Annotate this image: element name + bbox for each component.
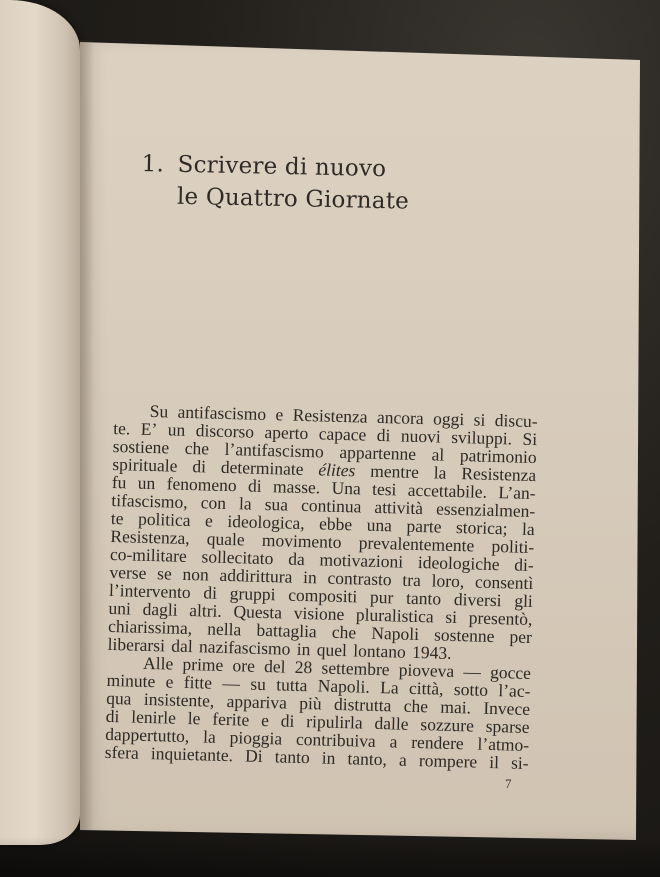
word: si: [473, 409, 486, 430]
word: determinate: [220, 456, 304, 479]
word: gruppi: [229, 583, 276, 605]
word: Resistenza,: [110, 525, 190, 549]
word: prevalentemente: [358, 532, 475, 556]
word: presentò,: [468, 607, 533, 630]
word: e: [275, 404, 284, 425]
word: Invece: [483, 697, 531, 719]
word: visione: [293, 602, 345, 625]
word: settembre: [321, 657, 390, 680]
word: Una: [331, 477, 362, 499]
word: gocce: [489, 661, 532, 684]
chapter-number: 1.: [141, 150, 165, 178]
word: un: [167, 419, 186, 440]
word: si-: [510, 752, 529, 773]
word: tra: [402, 569, 422, 591]
word: sfera: [104, 741, 140, 763]
word: Di: [244, 745, 263, 767]
body-text: [105, 401, 538, 772]
word: Su: [149, 400, 169, 422]
word: di: [247, 475, 262, 496]
chapter-heading: [141, 148, 410, 218]
word: continua: [300, 494, 362, 517]
word: che: [331, 621, 357, 643]
word: Napoli: [371, 622, 420, 645]
word: ancora: [376, 406, 424, 429]
chapter-heading-line-2: [141, 180, 410, 218]
word: tifascismo,: [111, 489, 188, 512]
word: sparse: [485, 715, 530, 737]
word: lenirle: [130, 706, 177, 728]
word: ideologiche: [417, 552, 500, 575]
word: storica;: [455, 516, 508, 539]
word: di: [105, 705, 120, 727]
word: ideologica,: [227, 511, 305, 534]
word: inquietante.: [150, 743, 234, 766]
word: Resistenza: [292, 404, 368, 427]
word: che: [184, 437, 210, 459]
page-number: 7: [505, 776, 512, 791]
word: patrimonio: [459, 445, 537, 468]
word: la: [238, 493, 252, 514]
word: la: [433, 462, 447, 483]
word: liberarsi: [107, 633, 172, 656]
word: tanto,: [347, 748, 388, 770]
word: oggi: [432, 408, 465, 430]
bottom-shadow: [0, 837, 660, 877]
word: in: [302, 567, 318, 588]
word: tanto: [274, 746, 310, 768]
word: pluralistica: [355, 604, 434, 627]
word: —: [222, 672, 241, 694]
word: da: [287, 548, 306, 570]
word: Resistenza: [461, 463, 537, 486]
word: qua: [105, 687, 132, 709]
word: mai.: [440, 696, 472, 718]
word: E’: [140, 418, 158, 440]
word: minute: [106, 669, 156, 692]
word: Si: [522, 428, 538, 450]
word: la: [521, 518, 535, 540]
word: accettabile.: [407, 479, 488, 502]
word: essenzialmen-: [435, 498, 536, 522]
word: ebbe: [318, 513, 353, 535]
word: l’ac-: [498, 680, 531, 701]
word: sostenne: [433, 624, 495, 647]
word: appartenne: [339, 441, 417, 464]
word: pur: [369, 586, 394, 608]
word: fenomeno: [166, 473, 237, 496]
word: sostiene: [112, 435, 170, 458]
word: chiarissima,: [107, 615, 193, 639]
word: di-: [514, 554, 535, 576]
word: aperto: [264, 421, 309, 444]
word: antifascismo: [177, 401, 267, 424]
word: a: [398, 749, 408, 770]
word: sviluppi.: [450, 426, 513, 449]
word: diversi: [453, 588, 502, 611]
word: sollecitato: [201, 546, 274, 569]
word: La: [379, 677, 399, 698]
word: se: [156, 563, 173, 584]
word: L’an-: [498, 482, 536, 504]
word: politi-: [491, 535, 535, 558]
word: l’atmo-: [477, 733, 530, 755]
word: tutta: [276, 674, 308, 696]
word: dal: [171, 635, 200, 657]
word: un: [137, 472, 156, 494]
word: discu-: [494, 409, 538, 432]
word: sozzure: [420, 714, 475, 736]
word: la: [202, 726, 217, 747]
word: Alle: [142, 652, 174, 674]
word: di: [203, 582, 218, 603]
word: di: [280, 710, 295, 731]
word: dagli: [142, 598, 178, 620]
word: masse.: [272, 476, 321, 498]
word: nuovi: [400, 425, 442, 447]
word: co-militare: [109, 543, 188, 566]
word: lontano: [353, 640, 413, 662]
word: insistente,: [143, 688, 215, 711]
word: mentre: [370, 460, 420, 483]
word: contrasto: [327, 567, 392, 590]
word: prime: [182, 653, 224, 675]
word: sotto: [453, 679, 489, 700]
word: uni: [108, 597, 132, 619]
word: quale: [206, 528, 245, 550]
word: discorso: [195, 420, 255, 442]
word: di: [192, 456, 207, 477]
word: rompere: [418, 750, 478, 772]
word: compositi: [288, 584, 358, 607]
word: l’intervento: [108, 579, 191, 603]
word: attività: [374, 496, 424, 519]
word: nella: [207, 618, 242, 640]
word: al: [431, 444, 445, 465]
word: ferite: [212, 708, 250, 730]
word: Napoli.: [317, 675, 371, 697]
word: fitte: [183, 671, 213, 693]
word: altri.: [189, 600, 223, 621]
word: tanto: [405, 587, 442, 609]
word: a: [389, 731, 398, 752]
chapter-title-line-2: le Quattro Giornate: [176, 183, 410, 215]
word: —: [463, 661, 482, 682]
word: élites: [318, 459, 356, 481]
word: l’antifascismo: [224, 438, 325, 462]
word: consentì: [474, 571, 534, 594]
word: 28: [294, 656, 313, 678]
word: città,: [408, 677, 444, 699]
word: appariva: [226, 691, 288, 713]
facing-page-edge: [0, 0, 80, 845]
word: il: [489, 751, 500, 773]
word: più: [299, 692, 322, 714]
word: loro,: [431, 570, 465, 592]
word: dappertutto,: [105, 723, 190, 747]
word: si: [445, 606, 458, 628]
word: non: [182, 563, 210, 585]
word: pioveva: [398, 659, 455, 681]
word: tesi: [371, 478, 397, 500]
word: quel: [316, 639, 354, 661]
word: dalle: [374, 712, 409, 734]
word: verse: [109, 561, 147, 583]
word: per: [509, 626, 533, 648]
word: te.: [113, 417, 131, 439]
word: movimento: [261, 529, 342, 553]
word: politica: [137, 508, 191, 531]
word: in: [296, 638, 318, 660]
word: con: [200, 492, 227, 513]
word: e: [165, 671, 174, 692]
word: in: [321, 747, 336, 768]
chapter-title-line-1: Scrivere di nuovo: [177, 151, 387, 183]
word: e: [260, 709, 270, 731]
word: motivazioni: [319, 549, 404, 572]
word: del: [263, 656, 286, 677]
word: contribuiva: [295, 728, 376, 751]
word: te: [110, 507, 124, 529]
word: pioggia: [229, 727, 283, 749]
word: ripulirla: [306, 711, 363, 733]
word: che: [403, 695, 429, 717]
word: le: [187, 708, 201, 729]
word: sua: [264, 493, 289, 515]
word: una: [366, 514, 393, 536]
word: nazifascismo: [198, 636, 298, 659]
word: parte: [406, 515, 442, 537]
word: Questa: [233, 601, 283, 623]
word: fu: [111, 471, 127, 493]
word: spirituale: [112, 453, 178, 476]
word: 1943.: [411, 641, 452, 663]
word: e: [204, 510, 214, 531]
word: di: [376, 424, 391, 446]
word: ore: [232, 655, 256, 676]
word: gli: [514, 590, 534, 612]
word: rendere: [410, 731, 464, 754]
word: addirittura: [219, 564, 293, 587]
word: battaglia: [256, 619, 318, 642]
word: capace: [318, 423, 367, 445]
word: su: [250, 673, 267, 695]
word: distrutta: [333, 693, 392, 716]
